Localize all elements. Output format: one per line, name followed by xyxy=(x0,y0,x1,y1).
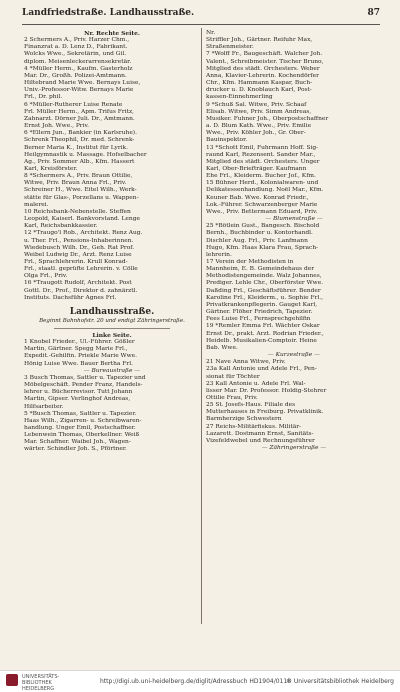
directory-line: Karl, Ober-Briefträger. Kaufmann xyxy=(206,165,307,172)
directory-line: diplom. Meisenleckerarrensekretär. xyxy=(24,58,132,65)
directory-line: malerei. xyxy=(24,201,49,208)
directory-line: wärter. Schindler Joh. S., Pförtner. xyxy=(24,446,127,453)
directory-line: Weibel Ludwig Dr., Arzt. Renz Luise xyxy=(24,251,132,258)
directory-line: Haas Wilh., Zigarren- u. Schreibwaren- xyxy=(24,417,142,424)
directory-line: lehrerin. xyxy=(206,251,232,258)
directory-line: Bab. Wwe. xyxy=(206,344,238,351)
directory-line: Martin, Gärtner. Spegg Marie Frl., xyxy=(24,346,128,353)
directory-line: 23a Kall Antonie und Adele Frl., Pen- xyxy=(206,366,317,373)
header-rule xyxy=(22,24,380,25)
directory-line: Hiltebrand Marie Wwe. Bernays Luise, xyxy=(24,80,141,87)
cross-street-label: — Zähringerstraße — xyxy=(261,445,327,452)
directory-line: Hönig Luise Wwe. Bauer Bertha Frl. xyxy=(24,360,133,367)
library-name-line-1: UNIVERSITÄTS- xyxy=(22,674,60,680)
directory-line: Gottl. Dr., Prof., Direktor d. zahnärztl. xyxy=(24,287,138,294)
directory-line: 7 *Wolff Fr., Baugeschäft. Walcher Joh. xyxy=(206,51,323,58)
directory-line: 6 *Ellern Jun., Bankier (in Karlsruhe). xyxy=(24,130,137,137)
directory-line: Hilfsarbeiter. xyxy=(24,403,64,410)
directory-line: Striffler Joh., Gärtner. Reifuhr Max, xyxy=(206,37,313,44)
viewer-footer xyxy=(0,670,400,691)
directory-line: Elisab. Witwe, Priv. Simm Andreas, xyxy=(206,108,312,115)
directory-line: Olga Frl., Priv. xyxy=(24,273,68,280)
directory-line: Frl. Müller Herm., Apm. Trifus Fritz, xyxy=(24,108,134,115)
directory-line: 21 Nave Anna Witwe, Priv. xyxy=(206,359,286,366)
column-divider xyxy=(201,28,202,624)
directory-line: Vizefeldwebel und Rechnungsführer xyxy=(206,437,315,444)
directory-line: lehrer u. Bücherrevisor. Tutt Johann xyxy=(24,389,133,396)
directory-line: Zahnarzt. Dörner Juli. Dr., Amtmann. xyxy=(24,115,135,122)
directory-line: Heilgymnastik u. Massage. Hofselbacher xyxy=(24,151,147,158)
directory-line: Mar. Dr., Großh. Polizei-Amtmann. xyxy=(24,72,127,79)
directory-line: Lok.-Führer. Schwarzenberger Marie xyxy=(206,201,318,208)
directory-line: Nr. xyxy=(206,30,216,36)
directory-line: Finanzrat a. D. Lenz D., Fabrikant. xyxy=(24,44,128,51)
directory-line: Dischler Aug. Frl., Priv. Lanfmann xyxy=(206,237,308,244)
directory-line: Privatkrankenpflegerin. Gauget Karl, xyxy=(206,301,318,308)
directory-line: Mannheim, E. B. Gemeindehaus der xyxy=(206,266,315,273)
directory-line: Wolcks Wwe., Sekretärin, und Gil. xyxy=(24,51,127,58)
directory-line: 19 *Remler Emma Frl. Wächter Oskar xyxy=(206,323,320,330)
directory-line: 8 *Schermers A., Priv. Braun Ottilie, xyxy=(24,173,133,180)
directory-line: Mitglied des städt. Orchesters. Weber xyxy=(206,65,320,72)
directory-line: Karl, Reichsbankkassier. xyxy=(24,223,98,230)
left-column xyxy=(24,30,200,454)
directory-line: 2 Schermers A., Priv. Harzer Chm., xyxy=(24,37,130,44)
directory-line: Ag., Priv. Sommer Alb., Kfm. Hassert xyxy=(24,158,135,165)
directory-line: 17 Verein der Methodisten in xyxy=(206,259,294,265)
directory-line: Ottilie Frau, Priv. xyxy=(206,394,258,401)
directory-line: Schrenk Theophil, Dr. med. Schrenk- xyxy=(24,137,135,144)
directory-line: Daßding Frl., Geschäftsführer. Bender xyxy=(206,287,321,294)
directory-line: Frl., Dr. phil. xyxy=(24,94,63,101)
directory-line: Frl., staatl. geprüfte Lehrerin. v. Cölle xyxy=(24,266,138,273)
permalink-url[interactable]: http://digi.ub.uni-heidelberg.de/diglit/Adressbuch HD1904/0118 xyxy=(100,678,292,685)
directory-line: Möbelgeschäft. Pender Franz, Handels- xyxy=(24,382,143,389)
university-library-logo-icon xyxy=(6,674,18,686)
directory-line: Berner Maria K., Institut für Lyrik. xyxy=(24,144,128,151)
directory-line: Mutterhauses in Freiburg. Privatklinik. xyxy=(206,409,324,416)
directory-line: Delikatessenhandlung. Noël Mar., Kfm. xyxy=(206,187,324,194)
directory-line: Expedit.-Gehilfin. Priekle Marie Wwe. xyxy=(24,353,138,360)
directory-line: 15 Bühner Herd., Kolonialwaren- und xyxy=(206,180,319,187)
directory-line: 16 *Traugott Rudolf, Architekt. Post xyxy=(24,280,132,287)
directory-line: Keuner Bab. Wwe. Konrad Friedr., xyxy=(206,194,309,201)
directory-line: Lebenwein Thomas, Oberkellner. Weiß xyxy=(24,432,140,439)
directory-line: Ehe Frl., Kleiderm. Bucher Jof., Kfm. xyxy=(206,173,316,180)
street-heading: Landhausstraße. xyxy=(69,306,155,317)
directory-line: 6 *Müller-Rutherer Luise Renate xyxy=(24,101,123,108)
street-description: Beginnt Bahnhofstr. 20 und endigt Zähringerstraße. xyxy=(39,317,185,324)
directory-line: handlung. Unger Emil, Postschaffner. xyxy=(24,424,136,431)
side-heading: Nr. Rechte Seite. xyxy=(84,30,140,37)
directory-line: 13 *Schott Emil, Fuhrmann Hoff. Sig- xyxy=(206,144,319,151)
directory-line: Karoline Frl., Kleiderm., u. Sophie Frl., xyxy=(206,294,323,301)
page-header xyxy=(22,8,380,22)
directory-line: stätte für Glas-, Porzellans u. Wappen- xyxy=(24,194,139,201)
directory-line: drucker u. D. Knoblauch Karl, Post- xyxy=(206,87,312,94)
directory-line: Lazarett. Dostmann Ernst, Sanitäts- xyxy=(206,430,314,437)
directory-line: kassen-Einnehmerling xyxy=(206,94,273,101)
right-column xyxy=(206,30,382,452)
copyright-notice: © Universitätsbibliothek Heidelberg xyxy=(285,678,394,685)
directory-line: 25 *Bötlein Gust., Bangesch. Bischold xyxy=(206,223,320,230)
directory-line: Straßenmeister. xyxy=(206,44,254,51)
directory-line: Ernst Joh. Wwe., Priv. xyxy=(24,123,89,130)
directory-line: 23 Kall Antonie u. Adele Frl. Wal- xyxy=(206,380,306,387)
directory-line: 10 Reichsbank-Nebenstelle. Steffen xyxy=(24,208,131,215)
library-name-line-3: HEIDELBERG xyxy=(22,686,55,692)
directory-line: Witwe, Priv. Braun Anna Frl., Priv. xyxy=(24,180,127,187)
directory-line: Schreiner H., Wwe. Eitel Wilh., Werk- xyxy=(24,187,137,194)
directory-line: Wwe., Priv. Bettermann Eduard, Priv. xyxy=(206,208,318,215)
section-separator xyxy=(54,328,170,329)
directory-line: 3 Busch Thomas, Sattler u. Tapezier und xyxy=(24,374,146,381)
directory-line: Frl., Sprachlehrerin. Krull Konrad- xyxy=(24,259,128,265)
directory-line: Mitglied des städt. Orchesters. Unger xyxy=(206,158,320,165)
directory-line: a. D. Blum Kath. Wwe., Priv. Emilie xyxy=(206,123,312,130)
directory-line: 27 Reichs-Militärfiskus. Militär- xyxy=(206,423,302,430)
directory-line: Valent., Schreibmeister. Tischer Bruno, xyxy=(206,58,324,65)
directory-line: 1 Knobel Frieder., Ul.-Führer. Gößler xyxy=(24,339,135,346)
directory-line: Bauinspektor. xyxy=(206,137,248,144)
directory-line: Barmherzige Schwestern xyxy=(206,416,282,423)
cross-street-label: — Blumenstraße — xyxy=(265,216,323,223)
directory-line: Karl, Kreisförster. xyxy=(24,165,78,172)
directory-line: Anna, Klavier-Lehrerin. Kochendörfer xyxy=(206,72,319,79)
directory-line: sionat für Töchter xyxy=(206,373,260,380)
page-number: 87 xyxy=(367,8,380,18)
page-title: Landfriedstraße. Landhausstraße. xyxy=(22,8,195,18)
directory-line: 12 *Traugo'l Rob., Architekt. Renz Aug. xyxy=(24,230,143,237)
directory-line: Univ.-Professor-Witw. Bernays Marie xyxy=(24,87,134,94)
directory-line: lisser Mar. Dr. Professor. Holdig-Stehrer xyxy=(206,387,327,394)
cross-street-label: — Bureaustraße — xyxy=(83,367,141,374)
directory-line: Methodistengemeinde. Walz Johannes, xyxy=(206,273,322,280)
directory-line: Musiker. Fuhner Joh., Oberpostschaffner xyxy=(206,115,329,122)
directory-line: Wwe., Priv. Köhler Joh., Gr. Ober- xyxy=(206,130,306,137)
directory-line: 4 *Müller Herm., Kaufm. Gasterholz xyxy=(24,65,133,72)
directory-line: Hugo, Kfm. Haas Klara Frau, Sprach- xyxy=(206,244,319,251)
directory-line: u. Ther. Frl., Pensions-Inhaberinnen. xyxy=(24,237,134,244)
library-name-line-2: BIBLIOTHEK xyxy=(22,680,52,686)
directory-line: 25 St. Josefs-Haus. Filiale des xyxy=(206,402,296,409)
directory-line: Gärtner. Flöher Friedrich, Tapezier. xyxy=(206,309,313,316)
directory-line: Mar. Schaffner. Waibel Joh., Wagen- xyxy=(24,439,131,446)
directory-line: Bernh., Buchbinder u. Kontorhandl. xyxy=(206,230,313,237)
side-heading: Linke Seite. xyxy=(92,331,132,339)
directory-line: Heidelb. Musikalien-Comptoir. Heine xyxy=(206,337,317,344)
library-name xyxy=(22,674,59,692)
directory-line: 9 *Schuß Sal. Witwe, Priv. Schaaf xyxy=(206,101,307,108)
directory-line: Prediger. Lehle Chr., Oberförster Wwe. xyxy=(206,280,324,287)
directory-line: Instituts. Dachsführ Agnes Frl. xyxy=(24,294,117,301)
directory-line: Martin, Gipser. Verlinghof Andreas, xyxy=(24,396,131,403)
directory-line: Chr., Kfm. Hammann Kaspar, Buch- xyxy=(206,80,313,87)
directory-line: Ernst Dr., prakt. Arzt. Rodrian Frieder., xyxy=(206,330,324,337)
directory-line: 5 *Busch Thomas, Sattler u. Tapezier. xyxy=(24,410,137,417)
directory-line: raund Karl, Rezensent. Sander Mar., xyxy=(206,151,316,158)
directory-line: Wiedebusch Wilh. Dr., Geh. Rat Prof. xyxy=(24,244,135,251)
directory-line: Leopold, Kaiserl. Bankvorstand. Lenge xyxy=(24,216,140,223)
cross-street-label: — Kurzestraße — xyxy=(267,352,321,359)
directory-line: Fees Luise Frl., Fernsprechgehilfin xyxy=(206,316,311,323)
